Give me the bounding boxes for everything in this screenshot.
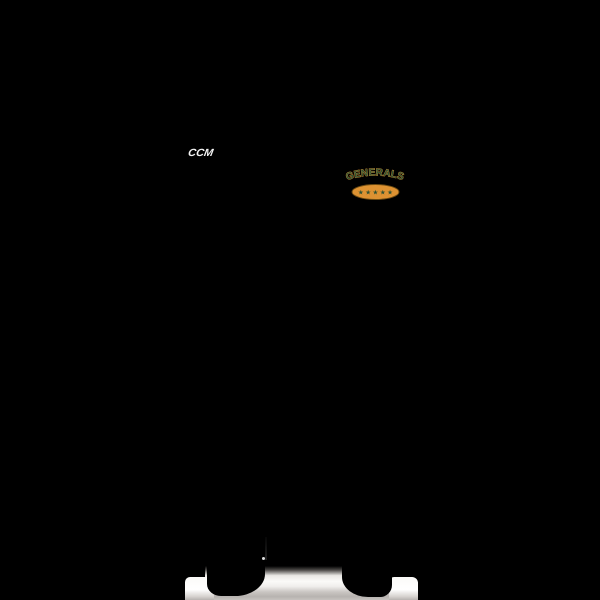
- right-pant-cuff: [342, 540, 392, 597]
- drawstring: [265, 537, 267, 560]
- generals-arched-text: [345, 167, 406, 182]
- drawstring-tip: [262, 557, 265, 560]
- generals-stars: ★★★★★: [357, 188, 395, 197]
- left-pant-cuff: [207, 540, 265, 596]
- generals-team-logo: [345, 164, 405, 201]
- right-sock-highlight: [389, 577, 418, 600]
- generals-arched-text-path: GENERALS: [344, 167, 406, 183]
- ccm-brand-logo: CCM: [187, 147, 215, 159]
